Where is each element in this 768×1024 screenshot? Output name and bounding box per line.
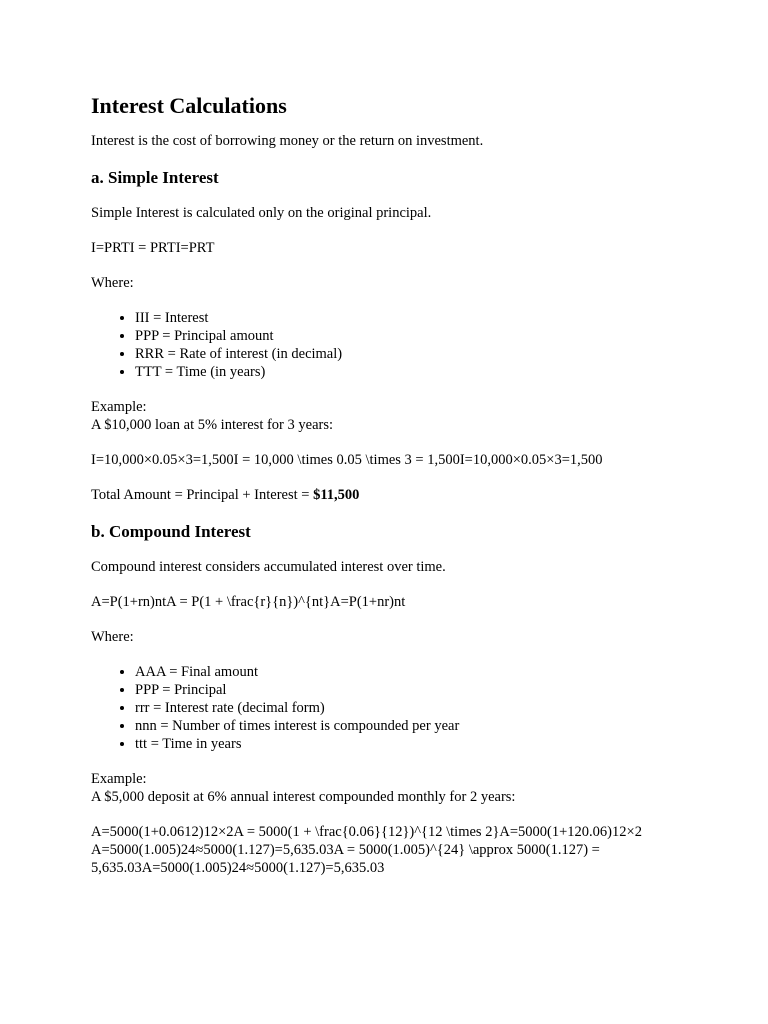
page-title: Interest Calculations bbox=[91, 93, 287, 118]
total-amount-value: $11,500 bbox=[313, 487, 360, 503]
simple-where-label: Where: bbox=[91, 275, 134, 291]
list-item: • PPP = Principal amount bbox=[135, 327, 691, 345]
document-page bbox=[91, 92, 691, 894]
list-item: • nnn = Number of times interest is compounded per year bbox=[135, 717, 691, 735]
compound-interest-formula: A=P(1+rn)ntA = P(1 + \frac{r}{n})^{nt}A=P(1+nr)nt bbox=[91, 594, 406, 610]
list-item: • ttt = Time in years bbox=[135, 735, 691, 753]
list-item: • III = Interest bbox=[135, 309, 691, 327]
simple-example bbox=[91, 398, 691, 434]
total-amount-line bbox=[91, 486, 691, 504]
compound-variable-list bbox=[91, 663, 691, 753]
compound-calc-line-3: 5,635.03A=5000(1.005)24≈5000(1.127)=5,635.03 bbox=[91, 860, 385, 876]
compound-calc-line-1: A=5000(1+0.0612)12×2A = 5000(1 + \frac{0.06}{12})^{12 \times 2}A=5000(1+120.06)12×2 bbox=[91, 824, 642, 840]
list-item: • rrr = Interest rate (decimal form) bbox=[135, 699, 691, 717]
simple-interest-description: Simple Interest is calculated only on the original principal. bbox=[91, 205, 432, 221]
list-item: • AAA = Final amount bbox=[135, 663, 691, 681]
example-label: Example: bbox=[91, 399, 147, 415]
compound-calc-line-2: A=5000(1.005)24≈5000(1.127)=5,635.03A = 5000(1.005)^{24} \approx 5000(1.127) = bbox=[91, 842, 600, 858]
compound-calculation bbox=[91, 823, 691, 877]
compound-example bbox=[91, 770, 691, 806]
simple-variable-list bbox=[91, 309, 691, 381]
compound-where-label: Where: bbox=[91, 629, 134, 645]
list-item: • TTT = Time (in years) bbox=[135, 363, 691, 381]
total-amount-label: Total Amount = Principal + Interest = bbox=[91, 487, 314, 503]
example-text: A $5,000 deposit at 6% annual interest compounded monthly for 2 years: bbox=[91, 789, 516, 805]
example-text: A $10,000 loan at 5% interest for 3 years: bbox=[91, 417, 334, 433]
intro-paragraph: Interest is the cost of borrowing money or the return on investment. bbox=[91, 133, 484, 149]
list-item: • RRR = Rate of interest (in decimal) bbox=[135, 345, 691, 363]
compound-interest-description: Compound interest considers accumulated interest over time. bbox=[91, 559, 446, 575]
simple-interest-heading: a. Simple Interest bbox=[91, 168, 219, 187]
simple-calculation: I=10,000×0.05×3=1,500I = 10,000 \times 0.05 \times 3 = 1,500I=10,000×0.05×3=1,500 bbox=[91, 452, 603, 468]
example-label: Example: bbox=[91, 771, 147, 787]
simple-interest-formula: I=PRTI = PRTI=PRT bbox=[91, 240, 215, 256]
list-item: • PPP = Principal bbox=[135, 681, 691, 699]
compound-interest-heading: b. Compound Interest bbox=[91, 522, 251, 541]
